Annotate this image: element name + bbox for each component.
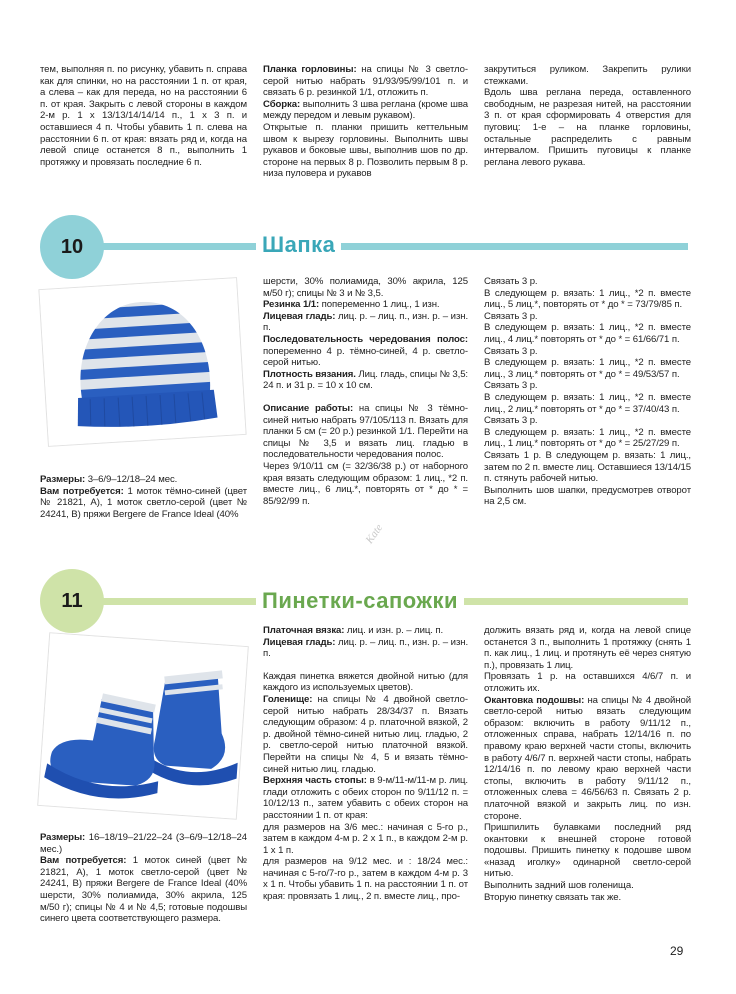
section-10-rule (96, 243, 688, 250)
booties-photo (38, 633, 248, 818)
paragraph: Связать 3 р. (484, 276, 538, 287)
paragraph: Связать 3 р. (484, 310, 538, 322)
section-11-number: 11 (40, 569, 104, 633)
section-11-materials (40, 832, 247, 925)
paragraph: для размеров на 9/12 мес. и : 18/24 мес.: начиная с 5-го/7-го р., затем в каждом 4-м р. 3 х 1 п. Чтобы убавить 1 п. на расстоянии 1 п. от края: провязать 1 лиц., 2 п. вместе лиц., про- (263, 856, 468, 903)
watermark: Kate (363, 522, 386, 546)
section-10-column-3 (484, 276, 691, 508)
materials-line: Вам потребуется: 1 моток тёмно-синей (цвет № 21821, А), 1 моток светло-серой (цвет № 24241, В) пряжи Bergere de France Ideal (40% (40, 485, 247, 520)
paragraph: Через 9/10/11 см (= 32/36/38 р.) от наборного края вязать следующим образом: 1 лиц., *2 п. вместе лиц., 6 лиц.*, повторять от * до * = 85/92/99 п. (263, 460, 468, 507)
section-11-title: Пинетки-сапожки (256, 588, 464, 614)
paragraph: Вдоль шва реглана переда, оставленного свободным, не разрезая нитей, на расстоянии 3 п. от края сформировать 4 отверстия для пуговиц: 1-е – на планке горловины, остальные распределить с равным интервалом. Пришить пуговицы к планке реглана левого рукава. (484, 87, 691, 168)
paragraph: В следующем р. вязать: 1 лиц., *2 п. вместе лиц., 2 лиц.* повторять от * до * = 37/40/43 п. (484, 391, 691, 415)
paragraph: Связать 3 р. (484, 415, 538, 427)
paragraph: Окантовка подошвы: на спицы № 4 двойной светло-серой нитью вязать следующим образом: включить в работу 9/11/12 п., отложенных справа, набрать 12/14/16 п. по правому краю верхней части стопы, включить в работу 4/6/7 п. верхней части стопы, набрать 12/14/16 п. по левому краю верхней части стопы, включить в работу 9/11/12 п., отложенных слева = 46/56/63 п. Связать 2 р. платочной вязкой и закрыть лиц. по изн. стороне. (484, 694, 691, 822)
paragraph: Лицевая гладь: лиц. р. – лиц. п., изн. р. – изн. п. (263, 636, 469, 660)
paragraph: Верхняя часть стопы: в 9-м/11-м/11-м р. лиц. глади отложить с обеих сторон по 9/11/12 п. = 10/12/13 п., затем убавить с обеих сторон на расстоянии 1 п. от края: (263, 775, 468, 821)
page-number: 29 (670, 944, 684, 958)
paragraph: Сборка: выполнить 3 шва реглана (кроме шва между передом и левым рукавом). (263, 98, 468, 122)
paragraph: Плотность вязания. Лиц. гладь, спицы № 3,5: 24 п. и 31 р. = 10 х 10 см. (263, 368, 469, 392)
hat-photo (39, 278, 245, 446)
paragraph: В следующем р. вязать: 1 лиц., *2 п. вместе лиц., 1 лиц.* повторять от * до * = 25/27/29 п. (484, 426, 691, 450)
sizes-line: Размеры: 16–18/19–21/22–24 (3–6/9–12/18–24 мес.) (40, 832, 247, 855)
striped-hat-image (39, 278, 245, 446)
paragraph: Связать 3 р. (484, 380, 538, 392)
paragraph: закрутиться руликом. Закрепить рулики стежками. (484, 64, 691, 87)
section-10-title: Шапка (256, 232, 341, 258)
paragraph: Последовательность чередования полос: попеременно 4 р. тёмно-синей, 4 р. светло-серой нитью. (263, 333, 468, 369)
paragraph: Голенище: на спицы № 4 двойной светло-серой нитью набрать 28/34/37 п. Вязать следующим образом: 4 р. платочной вязкой, 2 р. двойной тёмно-синей нитью лиц. гладью, 2 р. светло-серой нитью платочной вязкой. Перейти на спицы № 4, 5 и вязать тёмно-синей нитью лиц. гладью. (263, 693, 468, 775)
paragraph: Лицевая гладь: лиц. р. – лиц. п., изн. р. – изн. п. (263, 310, 469, 334)
paragraph: Провязать 1 р. на оставшихся 4/6/7 п. и отложить их. (484, 671, 691, 694)
section-11-column-2 (263, 625, 468, 903)
paragraph: Платочная вязка: лиц. и изн. р. – лиц. п. (263, 625, 444, 636)
section-10-materials (40, 474, 247, 520)
top-column-2 (263, 64, 468, 180)
paragraph: В следующем р. вязать: 1 лиц., *2 п. вместе лиц., 3 лиц.* повторять от * до * = 49/53/57 п. (484, 357, 691, 380)
top-column-1 (40, 64, 247, 168)
paragraph: Пришпилить булавками последний ряд окантовки к внешней стороне готовой подошвы. Пришить пинетку к подошве швом «назад иголку» одинарной светло-серой нитью. (484, 822, 691, 880)
paragraph: В следующем р. вязать: 1 лиц., *2 п. вместе лиц., 5 лиц.*, повторять от * до * = 73/79/85 п. (484, 287, 691, 311)
paragraph: Выполнить задний шов голенища. (484, 880, 634, 892)
paragraph: Связать 3 р. (484, 345, 538, 357)
paragraph: Вторую пинетку связать так же. (484, 891, 622, 903)
paragraph: Планка горловины: на спицы № 3 светло-серой нитью набрать 91/93/95/99/101 п. и связать 6 р. резинкой 1/1, отложить п. (263, 64, 468, 99)
booties-image (38, 633, 248, 818)
section-10-column-2 (263, 276, 468, 507)
paragraph: Резинка 1/1: попеременно 1 лиц., 1 изн. (263, 299, 440, 311)
paragraph: В следующем р. вязать: 1 лиц., *2 п. вместе лиц., 4 лиц.* повторять от * до * = 61/66/71 п. (484, 322, 691, 345)
paragraph: должить вязать ряд и, когда на левой спице останется 3 п., выполнить 1 протяжку (снять 1 п. как лиц., 1 лиц. и протянуть её через снятую п.), провязать 1 лиц. (484, 625, 691, 671)
section-11-column-3 (484, 625, 691, 903)
top-column-3 (484, 64, 691, 168)
materials-line: Вам потребуется: 1 моток синей (цвет № 21821, А), 1 моток светло-серой (цвет № 24241, В) пряжи Bergere de France Ideal (40% шерсти, 30% полиамида, 30% акрила, 125 м/50 г); спицы № 4 и № 4,5; готовые подошвы синего цвета соответствующего размера. (40, 855, 247, 925)
paragraph: тем, выполняя п. по рисунку, убавить п. справа как для спинки, но на расстоянии 1 п. от края, а слева – как для переда, но на расстоянии 6 п. от края. Закрыть с левой стороны в каждом 2-м р. 1 х 13/13/14/14/14 п., 1 х 3 п. и оставшиеся 4 п. Чтобы убавить 1 п. слева на расстоянии 6 п. от края: вязать ряд и, когда на левой спице останется 8 п., выполнить 1 протяжку и провязать последние 6 п. (40, 64, 247, 168)
paragraph: для размеров на 3/6 мес.: начиная с 5-го р., затем в каждом 4-м р. 2 х 1 п., в каждом 2-м р. 1 х 1 п. (263, 821, 468, 856)
paragraph: Открытые п. планки пришить кеттельным швом к вырезу горловины. Выполнить швы рукавов и боковые швы, выполнив шов по др. стороне на первых 8 р. Позволить первым 8 р. низа пуловера и рукавов (263, 121, 468, 180)
paragraph: Связать 1 р. В следующем р. вязать: 1 лиц., затем по 2 п. вместе лиц. Оставшиеся 13/14/15 п. стянуть рабочей нитью. (484, 449, 691, 485)
sizes-line: Размеры: 3–6/9–12/18–24 мес. (40, 474, 178, 485)
paragraph: Каждая пинетка вяжется двойной нитью (для каждого из используемых цветов). (263, 670, 468, 694)
paragraph: Выполнить шов шапки, предусмотрев отворот на 2,5 см. (484, 484, 691, 508)
paragraph: Описание работы: на спицы № 3 тёмно-синей нитью набрать 97/105/113 п. Вязать для планки 5 см (= 20 р.) резинкой 1/1. Перейти на спицы № 3,5 и вязать лиц. гладью в последовательности чередования полос. (263, 402, 468, 461)
section-10-number: 10 (40, 215, 104, 279)
paragraph: шерсти, 30% полиамида, 30% акрила, 125 м/50 г); спицы № 3 и № 3,5. (263, 276, 468, 299)
